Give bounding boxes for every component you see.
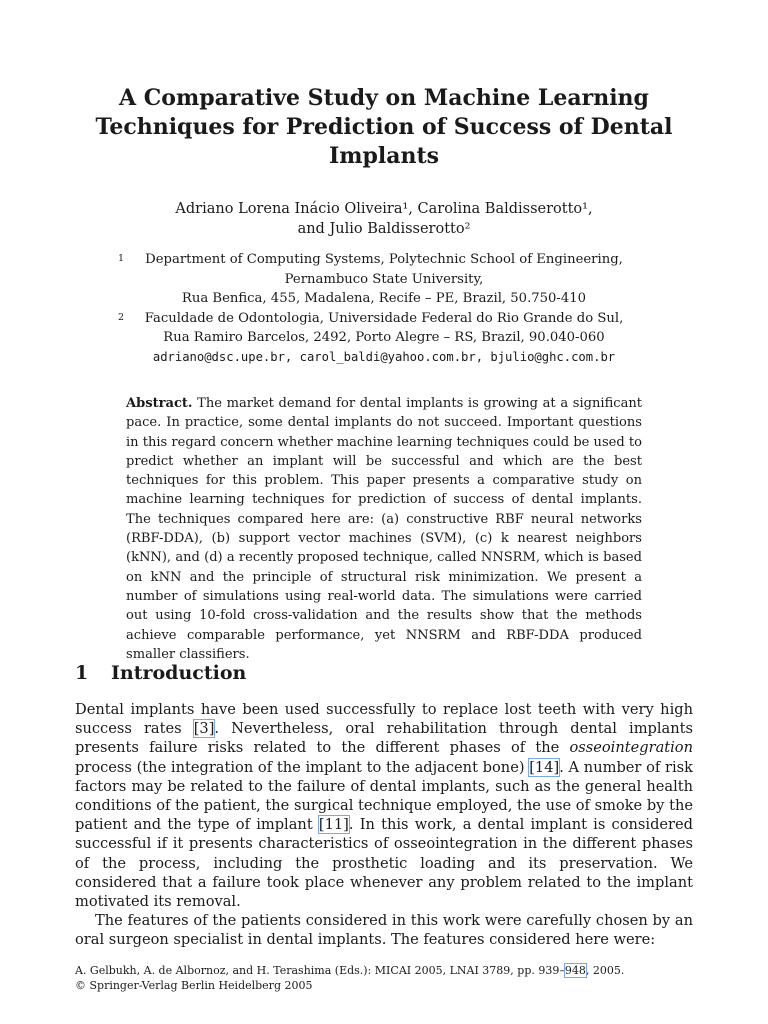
authors-line-1: Adriano Lorena Inácio Oliveira¹, Carolina Baldisserotto¹,	[175, 201, 593, 217]
footer-year: , 2005.	[585, 964, 625, 977]
affiliation-1-mark: 1	[118, 253, 125, 264]
citation-link-14[interactable]: [14]	[529, 758, 560, 776]
section-title: Introduction	[111, 662, 247, 684]
intro-p1-part-b: . Nevertheless, oral rehabilitation through dental implants presents failure risks related to the different phases of the	[75, 720, 693, 757]
affiliation-2-line-2: Rua Ramiro Barcelos, 2492, Porto Alegre – RS, Brazil, 90.040-060	[163, 330, 605, 345]
citation-link-3[interactable]: [3]	[193, 720, 215, 738]
intro-p1-emphasis: osseointegration	[569, 739, 693, 757]
affiliations	[118, 250, 650, 367]
author-emails: adriano@dsc.upe.br, carol_baldi@yahoo.com.br, bjulio@ghc.com.br	[152, 349, 616, 364]
affiliation-1-line-2: Pernambuco State University,	[284, 271, 484, 287]
author-list	[60, 199, 708, 239]
footer-citation: A. Gelbukh, A. de Albornoz, and H. Terashima (Eds.): MICAI 2005, LNAI 3789, pp. 939–	[75, 964, 565, 977]
affiliation-1-line-3: Rua Benfica, 455, Madalena, Recife – PE, Brazil, 50.750-410	[181, 291, 587, 306]
section-number: 1	[75, 662, 89, 684]
affiliation-2	[118, 309, 650, 348]
abstract-text: The market demand for dental implants is growing at a significant pace. In practice, some dental implants do not succeed. Important questions in this regard concern whether machine learning techniques could be used to predict whether an implant will be successful and which are the best techniques for this problem. This paper presents a comparative study on machine learning techniques for prediction of success of dental implants. The techniques compared here are: (a) constructive RBF neural networks (RBF-DDA), (b) support vector machines (SVM), (c) k nearest neighbors (kNN), and (d) a recently proposed technique, called NNSRM, which is based on kNN and the principle of structural risk minimization. We present a number of simulations using real-world data. The simulations were carried out using 10-fold cross-validation and the results show that the methods achieve comparable performance, yet NNSRM and RBF-DDA produced smaller classifiers.	[126, 396, 643, 662]
footer-line-1	[75, 963, 695, 978]
introduction-body	[75, 700, 693, 950]
affiliation-2-line-1: Faculdade de Odontologia, Universidade Federal do Rio Grande do Sul,	[144, 310, 624, 326]
intro-p1-part-c: process (the integration of the implant to the adjacent bone)	[75, 758, 530, 776]
affiliation-1	[118, 250, 650, 309]
intro-p1-part-d: . A number of risk factors may be related to the failure of dental implants, such as the general health conditions of the patient, the surgical technique employed, the use of smoke by the patient and the type of implant	[75, 758, 693, 834]
affiliation-2-mark: 2	[118, 311, 125, 323]
intro-paragraph-1	[75, 700, 693, 911]
authors-line-2: and Julio Baldisserotto²	[297, 221, 471, 237]
abstract	[126, 394, 642, 664]
section-heading-introduction	[75, 660, 246, 686]
intro-p1-part-a: Dental implants have been used successfully to replace lost teeth with very high success rates	[75, 701, 693, 738]
affiliation-1-line-1: Department of Computing Systems, Polytechnic School of Engineering,	[145, 252, 623, 267]
footer-copyright: © Springer-Verlag Berlin Heidelberg 2005	[75, 979, 313, 992]
abstract-label: Abstract.	[126, 396, 193, 411]
paper-title: A Comparative Study on Machine Learning Techniques for Prediction of Success of Dental Implants	[95, 85, 673, 169]
citation-link-11[interactable]: [11]	[318, 816, 349, 834]
intro-paragraph-2: The features of the patients considered in this work were carefully chosen by an oral surgeon specialist in dental implants. The features considered here were:	[75, 912, 693, 949]
intro-p1-part-e: . In this work, a dental implant is considered successful if it presents characteristics of osseointegration in the different phases of the process, including the prosthetic loading and its preservation. We considered that a failure took place whenever any problem related to the implant motivated its removal.	[75, 816, 694, 911]
footer-page-link[interactable]: 948	[564, 964, 586, 977]
page-footer	[75, 963, 695, 993]
